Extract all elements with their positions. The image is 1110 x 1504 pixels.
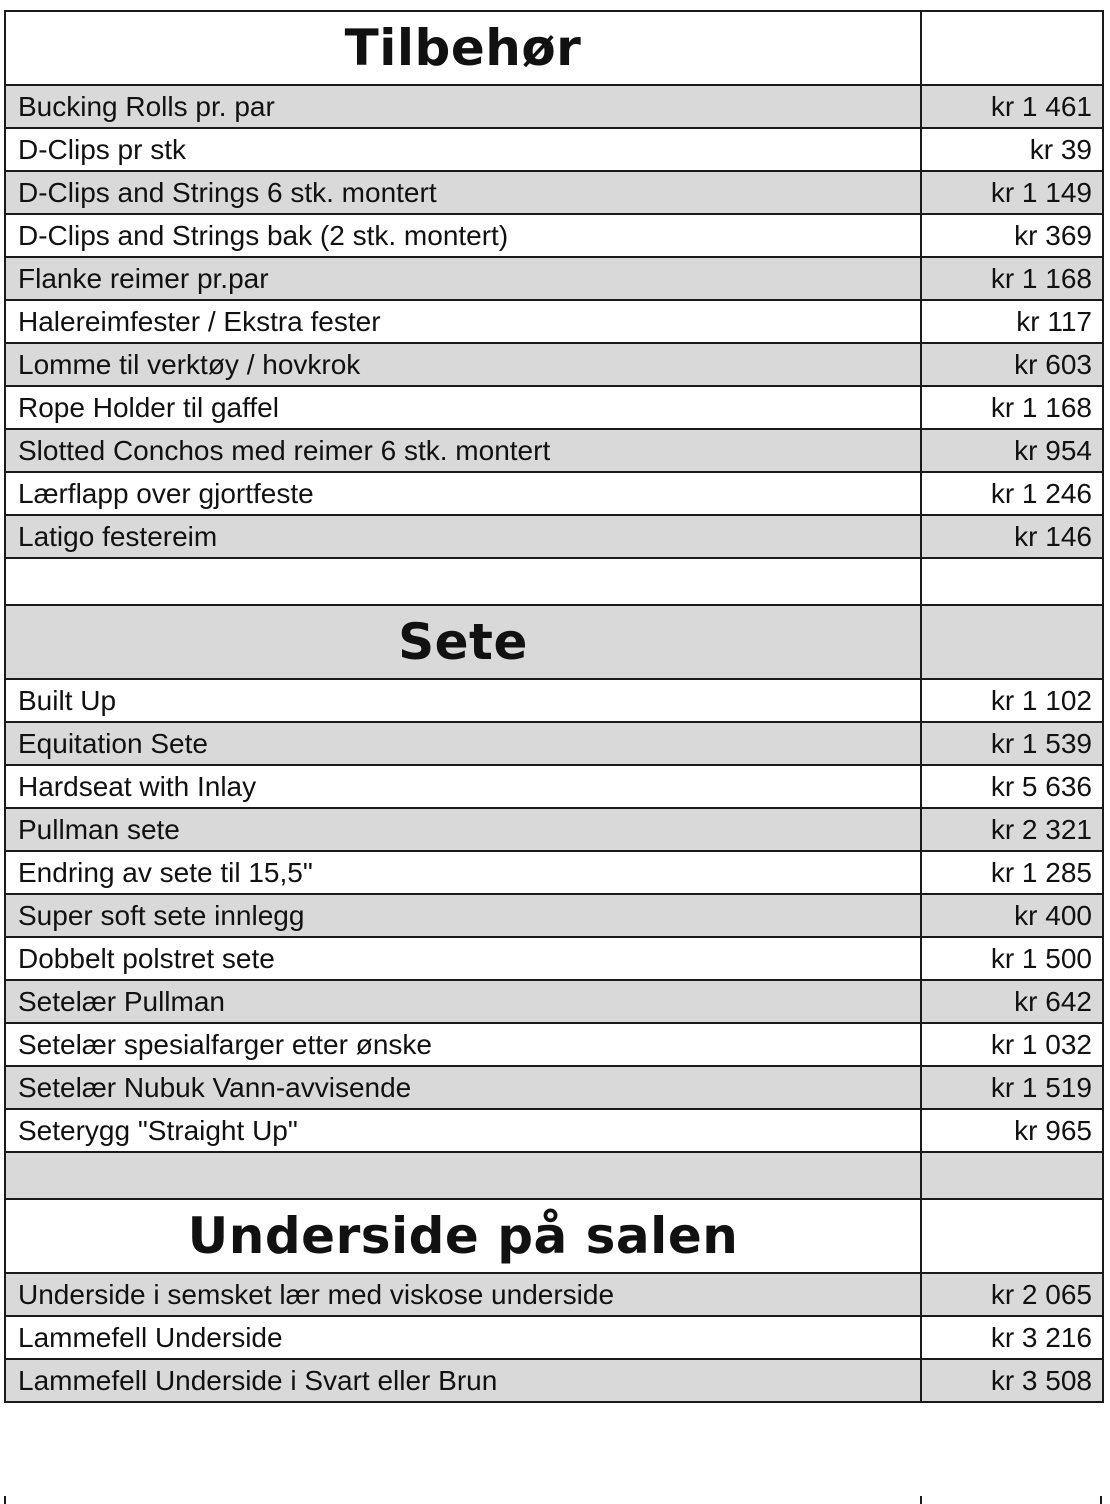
item-name: Slotted Conchos med reimer 6 stk. montert — [5, 429, 921, 472]
column-divider — [920, 1496, 922, 1504]
price-table — [4, 10, 1104, 1403]
item-price: kr 369 — [921, 214, 1103, 257]
item-name: Seterygg "Straight Up" — [5, 1109, 921, 1152]
item-price: kr 954 — [921, 429, 1103, 472]
table-row — [5, 1066, 1103, 1109]
item-price: kr 1 519 — [921, 1066, 1103, 1109]
table-row — [5, 1023, 1103, 1066]
item-price: kr 3 508 — [921, 1359, 1103, 1402]
blank-cell — [921, 558, 1103, 605]
table-row — [5, 171, 1103, 214]
item-price: kr 1 461 — [921, 85, 1103, 128]
item-price: kr 1 500 — [921, 937, 1103, 980]
section-title: Underside på salen — [5, 1199, 921, 1273]
section-header-empty-cell — [921, 605, 1103, 679]
item-price: kr 1 149 — [921, 171, 1103, 214]
table-continuation-edge — [4, 1496, 1102, 1504]
table-row — [5, 85, 1103, 128]
table-row — [5, 894, 1103, 937]
section-header-empty-cell — [921, 1199, 1103, 1273]
table-row — [5, 1273, 1103, 1316]
table-row — [5, 386, 1103, 429]
item-name: Lammefell Underside i Svart eller Brun — [5, 1359, 921, 1402]
item-name: Halereimfester / Ekstra fester — [5, 300, 921, 343]
item-price: kr 3 216 — [921, 1316, 1103, 1359]
item-price: kr 1 102 — [921, 679, 1103, 722]
table-row — [5, 472, 1103, 515]
section-header-underside — [5, 1199, 1103, 1273]
table-row — [5, 808, 1103, 851]
table-row — [5, 980, 1103, 1023]
item-price: kr 146 — [921, 515, 1103, 558]
item-price: kr 965 — [921, 1109, 1103, 1152]
table-row — [5, 300, 1103, 343]
item-name: Lomme til verktøy / hovkrok — [5, 343, 921, 386]
table-row — [5, 429, 1103, 472]
item-price: kr 1 285 — [921, 851, 1103, 894]
item-price: kr 1 246 — [921, 472, 1103, 515]
item-name: Setelær Nubuk Vann-avvisende — [5, 1066, 921, 1109]
item-price: kr 5 636 — [921, 765, 1103, 808]
section-header-sete — [5, 605, 1103, 679]
table-row — [5, 128, 1103, 171]
section-header-empty-cell — [921, 11, 1103, 85]
item-name: Built Up — [5, 679, 921, 722]
table-row — [5, 1109, 1103, 1152]
table-row — [5, 851, 1103, 894]
item-name: Underside i semsket lær med viskose underside — [5, 1273, 921, 1316]
item-name: Setelær Pullman — [5, 980, 921, 1023]
section-title: Tilbehør — [5, 11, 921, 85]
item-name: Endring av sete til 15,5" — [5, 851, 921, 894]
table-row — [5, 1316, 1103, 1359]
table-row — [5, 515, 1103, 558]
blank-cell — [921, 1152, 1103, 1199]
price-sheet — [4, 10, 1102, 1403]
item-name: Dobbelt polstret sete — [5, 937, 921, 980]
table-row — [5, 679, 1103, 722]
table-row — [5, 343, 1103, 386]
section-header-tilbehor — [5, 11, 1103, 85]
table-row — [5, 765, 1103, 808]
item-name: Hardseat with Inlay — [5, 765, 921, 808]
item-name: D-Clips and Strings 6 stk. montert — [5, 171, 921, 214]
blank-row — [5, 1152, 1103, 1199]
item-price: kr 400 — [921, 894, 1103, 937]
item-name: Pullman sete — [5, 808, 921, 851]
item-price: kr 39 — [921, 128, 1103, 171]
item-price: kr 1 168 — [921, 257, 1103, 300]
blank-cell — [5, 1152, 921, 1199]
item-price: kr 642 — [921, 980, 1103, 1023]
item-name: Lammefell Underside — [5, 1316, 921, 1359]
item-price: kr 1 539 — [921, 722, 1103, 765]
item-name: Equitation Sete — [5, 722, 921, 765]
item-name: Latigo festereim — [5, 515, 921, 558]
section-title: Sete — [5, 605, 921, 679]
item-name: Flanke reimer pr.par — [5, 257, 921, 300]
item-name: Super soft sete innlegg — [5, 894, 921, 937]
blank-cell — [5, 558, 921, 605]
table-row — [5, 214, 1103, 257]
item-name: D-Clips pr stk — [5, 128, 921, 171]
item-price: kr 1 168 — [921, 386, 1103, 429]
table-row — [5, 937, 1103, 980]
item-name: Lærflapp over gjortfeste — [5, 472, 921, 515]
table-row — [5, 722, 1103, 765]
item-name: Setelær spesialfarger etter ønske — [5, 1023, 921, 1066]
item-price: kr 2 321 — [921, 808, 1103, 851]
table-row — [5, 257, 1103, 300]
blank-row — [5, 558, 1103, 605]
item-name: D-Clips and Strings bak (2 stk. montert) — [5, 214, 921, 257]
item-price: kr 603 — [921, 343, 1103, 386]
item-price: kr 1 032 — [921, 1023, 1103, 1066]
item-price: kr 117 — [921, 300, 1103, 343]
item-name: Bucking Rolls pr. par — [5, 85, 921, 128]
item-name: Rope Holder til gaffel — [5, 386, 921, 429]
item-price: kr 2 065 — [921, 1273, 1103, 1316]
table-row — [5, 1359, 1103, 1402]
